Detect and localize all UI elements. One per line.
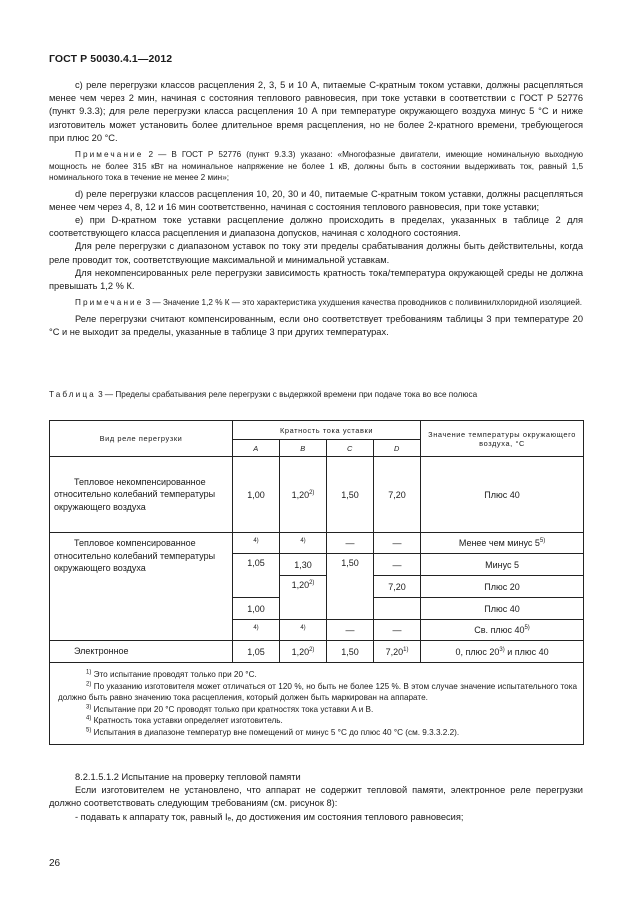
paragraph-list-item: - подавать к аппарату ток, равный Iₑ, до достижения им состояния теплового равновесия; <box>75 811 464 822</box>
table-caption-text: 3 — Пределы срабатывания реле перегрузки с выдержкой времени при подаче тока во все полюса <box>95 390 478 399</box>
cell-b: 1,20$^{2)}$ <box>280 576 327 620</box>
cell-a: 4) <box>233 533 280 554</box>
cell-a: 4) <box>233 620 280 641</box>
footnote-4: $^{4)}$ Кратность тока уставки определяет изготовитель. <box>86 715 283 725</box>
cell-b: 1,30 <box>280 554 327 576</box>
note-3 <box>49 297 583 309</box>
cell-temp: Св. плюс 40$^{5)}$ <box>421 620 584 641</box>
cell-d: 7,20 <box>374 576 421 598</box>
cell-type: Тепловое некомпенсированное относительно колебаний температуры окружающего воздуха <box>50 457 233 533</box>
table-row <box>50 457 584 533</box>
cell-a: 1,00 <box>233 457 280 533</box>
footnote-2: $^{2)}$ По указанию изготовителя может отличаться от 120 %, но быть не более 125 %. В этом случае значение испытательного тока должно быть равно значению тока расцепления, который должен быть маркирован на аппарате. <box>58 680 578 702</box>
footnote-5: $^{5)}$ Испытания в диапазоне температур вне помещений от минус 5 °С до плюс 40 °С (см. 9.3.3.2.2). <box>86 726 460 737</box>
table-row <box>50 533 584 554</box>
note-2 <box>49 149 583 184</box>
cell-c: — <box>327 533 374 554</box>
note-2-label: Примечание <box>75 150 144 160</box>
cell-b: 4) <box>280 620 327 641</box>
note-3-text: 3 — Значение 1,2 % К — это характеристика ухудшения качества проводников с поливинилхлоридной изоляцией. <box>143 298 583 308</box>
note-3-label: Примечание <box>75 298 144 308</box>
cell-temp: Плюс 40 <box>421 598 584 620</box>
cell-b: 4) <box>280 533 327 554</box>
cell-d: 7,20 <box>374 457 421 533</box>
cell-temp: Плюс 20 <box>421 576 584 598</box>
cell-d: — <box>374 554 421 576</box>
cell-d: 7,20$^{1)}$ <box>374 641 421 663</box>
cell-temp: Минус 5 <box>421 554 584 576</box>
table-caption-label: Таблица <box>49 390 96 399</box>
footnote-3: $^{3)}$ Испытание при 20 °С проводят только при кратностях тока уставки A и B. <box>86 703 374 714</box>
table-caption <box>49 389 583 401</box>
cell-temp: Плюс 40 <box>421 457 584 533</box>
cell-d: — <box>374 620 421 641</box>
cell-type: Электронное <box>50 641 233 663</box>
col-header-type: Вид реле перегрузки <box>50 421 233 457</box>
paragraph-d: d) реле перегрузки классов расцепления 10, 20, 30 и 40, питаемые C-кратным током уставки, должны расцепляться менее чем через 4, 8, 12 и 16 мин соответственно, начиная с состояния теплового равновесия, при токе уставки; <box>49 188 583 212</box>
note-2-text: 2 — В ГОСТ Р 52776 (пункт 9.3.3) указано: «Многофазные двигатели, имеющие номинальную выходную мощность не более 315 кВт на номинальное напряжение не более 1 кВ, должны быть в состоянии выдерживать ток, равный 1,5 номинального тока в течение не менее 2 мин»; <box>49 150 583 183</box>
paragraph-uncompensated: Для некомпенсированных реле перегрузки зависимость кратность тока/температура окружающей среды не должна превышать 1,2 % К. <box>49 267 583 291</box>
sub-header-d: D <box>374 440 421 457</box>
cell-d: — <box>374 533 421 554</box>
table-row <box>50 641 584 663</box>
sub-header-c: C <box>327 440 374 457</box>
cell-c: — <box>327 620 374 641</box>
document-header: ГОСТ Р 50030.4.1—2012 <box>49 53 173 65</box>
cell-a: 1,00 <box>233 598 280 620</box>
table-footnotes <box>50 663 584 745</box>
cell-a: 1,05 <box>233 554 280 598</box>
cell-temp: 0, плюс 20$^{3)}$ и плюс 40 <box>421 641 584 663</box>
paragraph-e: е) при D-кратном токе уставки расцепление должно происходить в пределах, указанных в таблице 2 для соответствующего класса расцепления и диапазона допусков, начиная с холодного состояния. <box>49 214 583 239</box>
paragraph-compensated: Реле перегрузки считают компенсированным, если оно соответствует требованиям таблицы 3 при температуре 20 °С и не выходит за пределы, указанные в таблице 3 при других температурах. <box>49 313 583 337</box>
cell-type: Тепловое компенсированное относительно колебаний температуры окружающего воздуха <box>50 533 233 641</box>
lower-text <box>49 771 583 824</box>
cell-temp: Менее чем минус 5$^{5)}$ <box>421 533 584 554</box>
cell-c: 1,50 <box>327 641 374 663</box>
cell-b: 1,20$^{2)}$ <box>280 641 327 663</box>
paragraph-thermal-memory: Если изготовителем не установлено, что аппарат не содержит тепловой памяти, электронное реле перегрузки должно соответствовать следующим требованиям (см. рисунок 8): <box>49 785 583 809</box>
section-heading: 8.2.1.5.1.2 Испытание на проверку тепловой памяти <box>75 772 301 782</box>
table-3 <box>49 420 584 745</box>
page-number: 26 <box>49 858 61 869</box>
cell-b: 1,20$^{2)}$ <box>280 457 327 533</box>
paragraph-adjustable: Для реле перегрузки с диапазоном уставок по току эти пределы срабатывания должны быть действительны, когда реле проводит ток, соответствующие максимальной и минимальной уставкам. <box>49 241 583 265</box>
sub-header-b: B <box>280 440 327 457</box>
cell-d <box>374 598 421 620</box>
cell-a: 1,05 <box>233 641 280 663</box>
paragraph-c: с) реле перегрузки классов расцепления 2, 3, 5 и 10 А, питаемые C-кратным током уставки, должны расцепляться менее чем через 2 мин, начиная с состояния теплового равновесия, при токе уставки в соответствии с ГОСТ Р 52776 (пункт 9.3.3); для реле перегрузки класса расцепления 10 А при температуре окружающего воздуха минус 5 °С и ниже изготовитель может установить более длительное время расцепления, но не более 2-кратного времени, требующегося при плюс 20 °С. <box>49 80 583 143</box>
cell-c: 1,50 <box>327 457 374 533</box>
footnote-1: $^{1)}$ Это испытание проводят только при 20 °С. <box>86 669 257 679</box>
main-text <box>49 79 583 339</box>
col-header-temperature: Значение температуры окружающего воздуха, °С <box>421 421 584 457</box>
col-header-multiplicity: Кратность тока уставки <box>233 421 421 440</box>
sub-header-a: A <box>233 440 280 457</box>
cell-c: 1,50 <box>327 554 374 620</box>
